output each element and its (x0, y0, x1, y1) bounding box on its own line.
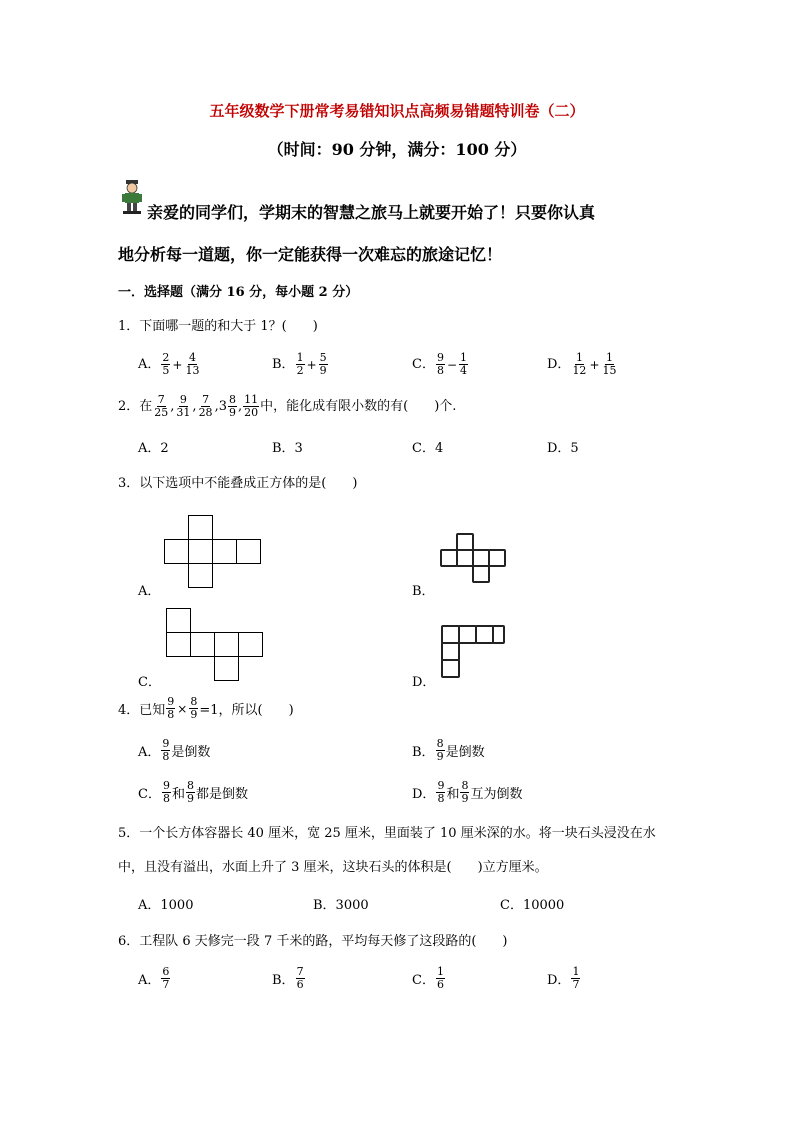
fraction: $\frac{9}{31}$ (176, 393, 191, 419)
q4-option-a[interactable]: A． $\frac{9}{8}$ 是倒数 (138, 737, 211, 763)
q2-option-a[interactable]: A．2 (138, 441, 169, 456)
q2-option-d[interactable]: D．5 (547, 441, 579, 456)
cube-net-b[interactable] (440, 533, 506, 583)
q6-option-d[interactable]: D． $\frac{1}{7}$ (547, 965, 580, 991)
fraction: $\frac{8}{9}$ (190, 695, 198, 721)
fraction: $\frac{9}{8}$ (162, 737, 170, 763)
fraction: $\frac{1}{12}$ (572, 351, 587, 377)
q3-option-b-label: B． (412, 584, 435, 599)
q1-option-b[interactable]: B． $\frac{1}{2}$ + $\frac{5}{9}$ (272, 351, 327, 377)
q5-stem-line-2: 中，且没有溢出，水面上升了 3 厘米，这块石头的体积是( )立方厘米。 (118, 860, 548, 875)
cube-net-a[interactable] (164, 515, 262, 588)
q3-option-a-label: A． (138, 584, 161, 599)
page-title: 五年级数学下册常考易错知识点高频易错题特训卷（二） (209, 102, 585, 120)
fraction: $\frac{11}{20}$ (244, 393, 259, 419)
q1-stem: 1．下面哪一题的和大于 1？( ) (118, 319, 318, 334)
fraction: $\frac{7}{25}$ (154, 393, 169, 419)
q5-stem-line-1: 5．一个长方体容器长 40 厘米，宽 25 厘米，里面装了 10 厘米深的水。将一块石头浸没在水 (118, 826, 656, 841)
fraction: $\frac{1}{2}$ (296, 351, 304, 377)
fraction: $\frac{7}{28}$ (198, 393, 213, 419)
intro-line-1: 亲爱的同学们，学期末的智慧之旅马上就要开始了！只要你认真 (147, 203, 596, 222)
q4-option-b[interactable]: B． $\frac{8}{9}$ 是倒数 (412, 737, 485, 763)
q6-stem: 6．工程队 6 天修完一段 7 千米的路，平均每天修了这段路的( ) (118, 934, 508, 949)
fraction: $\frac{2}{5}$ (162, 351, 170, 377)
q5-option-a[interactable]: A．1000 (138, 898, 194, 913)
q1-option-c[interactable]: C． $\frac{9}{8}$ − $\frac{1}{4}$ (412, 351, 468, 377)
student-mascot-icon (120, 180, 144, 214)
q2-stem: 2．在 $\frac{7}{25}$ , $\frac{9}{31}$ , $\frac{7}{28}$ ,3 $\frac{8}{9}$ , $\frac{11}{20}$ 中，能化成有限小数的有( )个. (118, 393, 457, 419)
fraction: $\frac{8}{9}$ (461, 779, 469, 805)
fraction: $\frac{1}{6}$ (436, 965, 444, 991)
q3-option-c-label: C． (138, 675, 161, 690)
q1-option-a[interactable]: A． $\frac{2}{5}$ + $\frac{4}{13}$ (138, 351, 200, 377)
intro-line-2: 地分析每一道题，你一定能获得一次难忘的旅途记忆！ (118, 245, 503, 264)
q2-option-b[interactable]: B．3 (272, 441, 303, 456)
q6-option-c[interactable]: C． $\frac{1}{6}$ (412, 965, 444, 991)
fraction: $\frac{9}{8}$ (162, 779, 170, 805)
cube-net-d[interactable] (441, 625, 505, 680)
q4-option-d[interactable]: D． $\frac{9}{8}$ 和 $\frac{8}{9}$ 互为倒数 (412, 779, 523, 805)
q3-option-d-label: D． (412, 675, 436, 690)
fraction: $\frac{1}{15}$ (602, 351, 617, 377)
q5-option-b[interactable]: B．3000 (313, 898, 369, 913)
q1-option-d[interactable]: D． $\frac{1}{12}$ + $\frac{1}{15}$ (547, 351, 617, 377)
q4-option-c[interactable]: C． $\frac{9}{8}$ 和 $\frac{8}{9}$ 都是倒数 (138, 779, 248, 805)
fraction: $\frac{8}{9}$ (186, 779, 194, 805)
fraction: $\frac{7}{6}$ (296, 965, 304, 991)
exam-time-info: （时间：90 分钟，满分：100 分） (267, 140, 527, 159)
option-label: A． (138, 357, 161, 372)
fraction: $\frac{1}{7}$ (572, 965, 580, 991)
q6-option-a[interactable]: A． $\frac{6}{7}$ (138, 965, 170, 991)
section-heading: 一．选择题（满分 16 分，每小题 2 分） (118, 285, 359, 300)
fraction: $\frac{9}{8}$ (437, 779, 445, 805)
fraction: $\frac{8}{9}$ (436, 737, 444, 763)
cube-net-c[interactable] (166, 608, 264, 681)
fraction: $\frac{5}{9}$ (319, 351, 327, 377)
q3-stem: 3．以下选项中不能叠成正方体的是( ) (118, 476, 358, 491)
fraction: $\frac{8}{9}$ (228, 393, 236, 419)
option-label: B． (272, 357, 295, 372)
q4-stem: 4．已知 $\frac{9}{8}$ × $\frac{8}{9}$ =1，所以( ) (118, 695, 294, 721)
fraction: $\frac{9}{8}$ (436, 351, 444, 377)
option-label: D． (547, 357, 571, 372)
q6-option-b[interactable]: B． $\frac{7}{6}$ (272, 965, 304, 991)
q2-option-c[interactable]: C．4 (412, 441, 444, 456)
fraction: $\frac{1}{4}$ (460, 351, 468, 377)
fraction: $\frac{9}{8}$ (167, 695, 175, 721)
fraction: $\frac{6}{7}$ (162, 965, 170, 991)
q5-option-c[interactable]: C．10000 (500, 898, 565, 913)
option-label: C． (412, 357, 435, 372)
fraction: $\frac{4}{13}$ (185, 351, 200, 377)
